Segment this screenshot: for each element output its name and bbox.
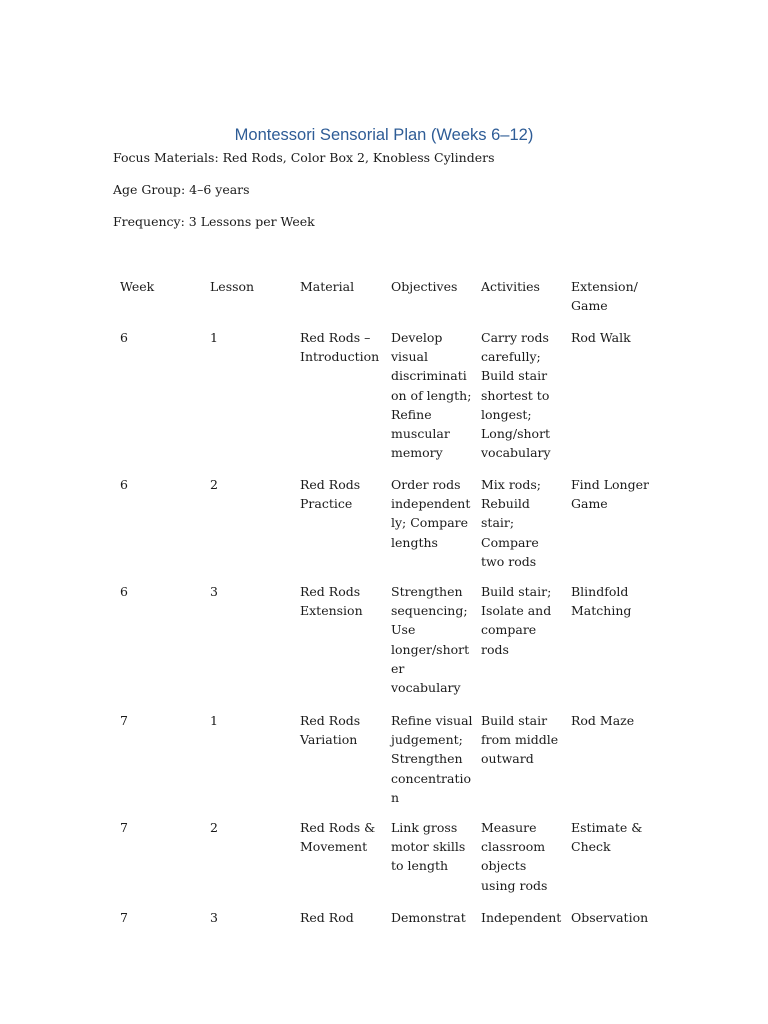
header-cell-week: Week	[120, 279, 155, 294]
cell-activities: Mix rods; Rebuild stair; Compare two rods	[481, 477, 541, 569]
cell-week: 7	[120, 910, 128, 925]
cell-activities: Independent	[481, 910, 562, 925]
cell-lesson: 3	[210, 584, 218, 599]
cell-objectives: Refine visual judgement; Strengthen concentratio n	[391, 713, 473, 805]
header-cell-lesson: Lesson	[210, 279, 255, 294]
cell-material: Red Rods Practice	[300, 477, 361, 512]
cell-lesson: 2	[210, 477, 218, 492]
cell-lesson: 1	[210, 330, 218, 345]
cell-activities: Build stair from middle outward	[481, 713, 559, 767]
cell-extension-game: Observation	[571, 910, 649, 925]
cell-extension-game: Rod Maze	[571, 713, 635, 728]
cell-objectives: Develop visual discriminati on of length; Refine muscular memory	[391, 330, 472, 461]
focus-materials-line: Focus Materials: Red Rods, Color Box 2, Knobless Cylinders	[113, 150, 495, 165]
cell-week: 7	[120, 713, 128, 728]
cell-activities: Measure classroom objects using rods	[481, 820, 548, 893]
cell-material: Red Rods Extension	[300, 584, 363, 619]
cell-objectives: Demonstrat	[391, 910, 466, 925]
cell-material: Red Rods & Movement	[300, 820, 376, 855]
document-title: Montessori Sensorial Plan (Weeks 6–12)	[234, 126, 534, 144]
age-group-line: Age Group: 4–6 years	[113, 182, 250, 197]
header-cell-extension-game: Extension/ Game	[571, 279, 638, 314]
cell-activities: Carry rods carefully; Build stair shortest to longest; Long/short vocabulary	[481, 330, 551, 461]
cell-week: 6	[120, 477, 128, 492]
cell-extension-game: Rod Walk	[571, 330, 631, 345]
cell-material: Red Rod	[300, 910, 354, 925]
cell-week: 6	[120, 330, 128, 345]
cell-week: 6	[120, 584, 128, 599]
cell-extension-game: Estimate & Check	[571, 820, 643, 855]
table-row	[120, 908, 666, 927]
cell-week: 7	[120, 820, 128, 835]
cell-activities: Build stair; Isolate and compare rods	[481, 584, 552, 657]
cell-lesson: 2	[210, 820, 218, 835]
frequency-line: Frequency: 3 Lessons per Week	[113, 214, 315, 229]
cell-objectives: Link gross motor skills to length	[391, 820, 466, 874]
cell-objectives: Strengthen sequencing; Use longer/short er vocabulary	[391, 584, 470, 696]
table-row	[120, 328, 666, 462]
cell-objectives: Order rods independent ly; Compare lengths	[391, 477, 471, 550]
cell-extension-game: Find Longer Game	[571, 477, 649, 512]
table-row	[120, 711, 666, 807]
cell-extension-game: Blindfold Matching	[571, 584, 632, 619]
table-header-row	[120, 277, 666, 315]
header-cell-material: Material	[300, 279, 355, 294]
cell-lesson: 1	[210, 713, 218, 728]
table-row	[120, 475, 666, 571]
cell-lesson: 3	[210, 910, 218, 925]
cell-material: Red Rods Variation	[300, 713, 361, 748]
table-row	[120, 582, 666, 697]
table-row	[120, 818, 666, 895]
header-cell-activities: Activities	[481, 279, 540, 294]
header-cell-objectives: Objectives	[391, 279, 458, 294]
cell-material: Red Rods – Introduction	[300, 330, 380, 365]
